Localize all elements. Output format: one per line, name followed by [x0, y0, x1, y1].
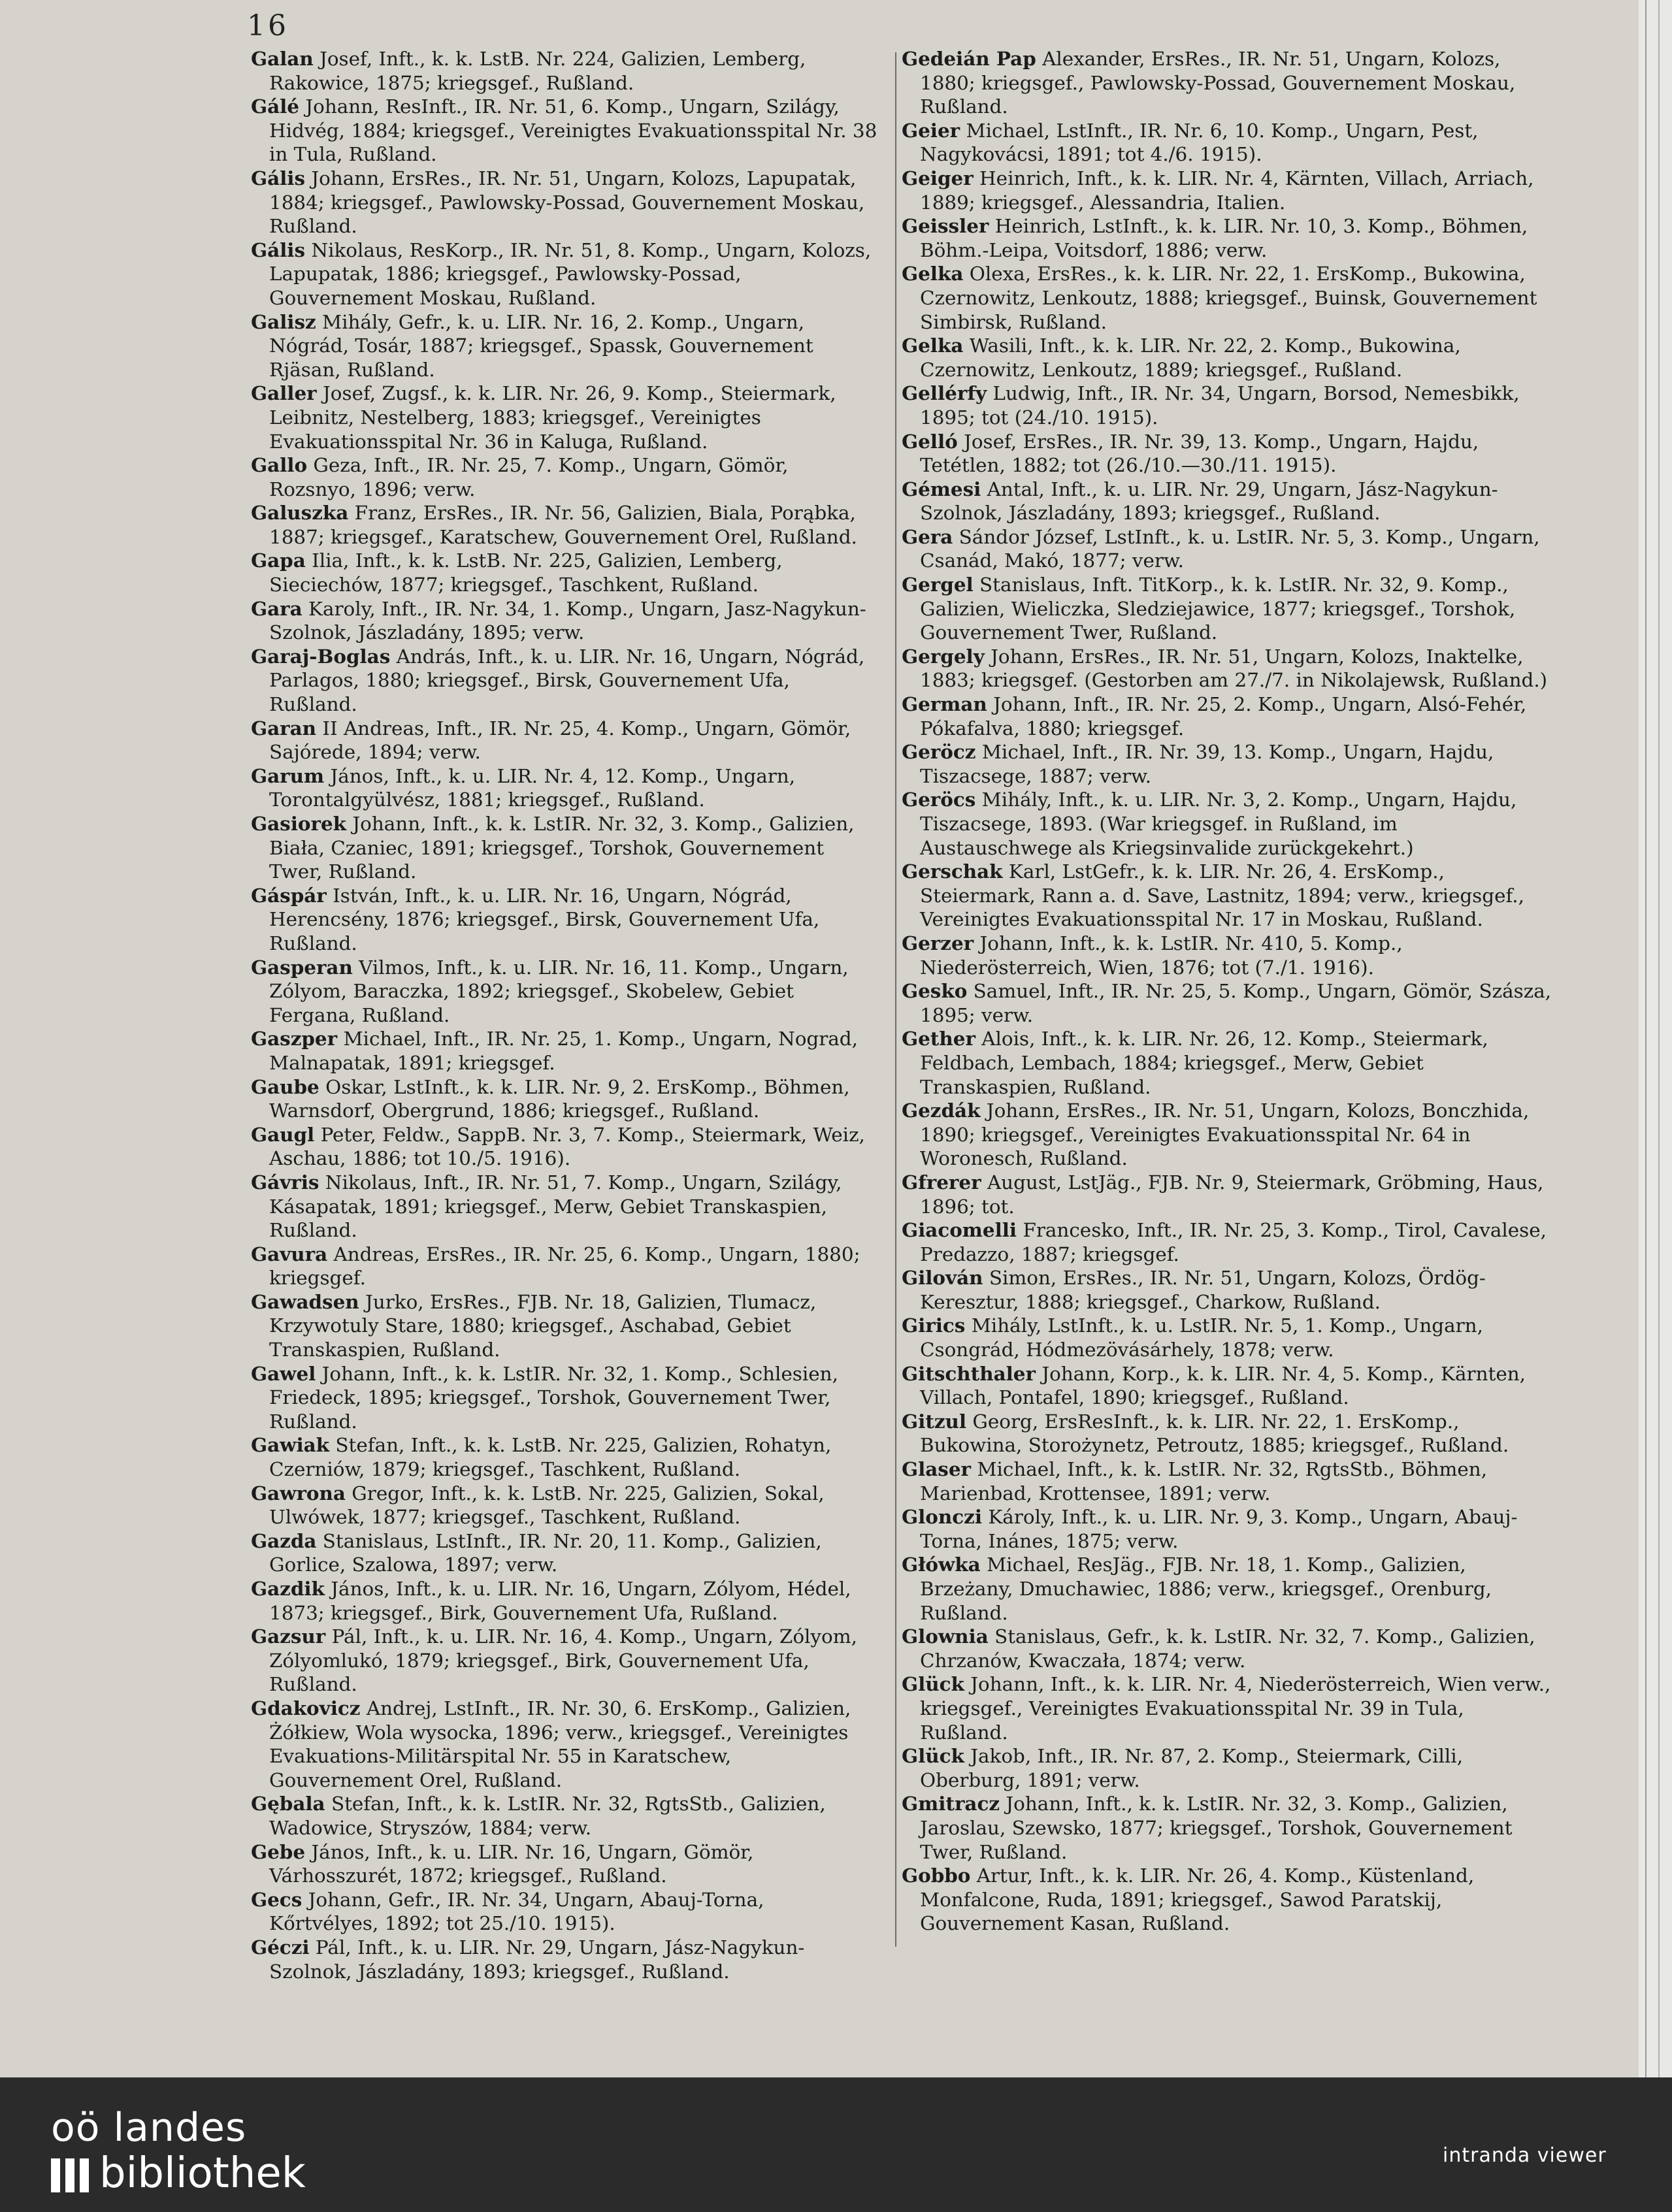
register-entry	[251, 764, 878, 812]
entry-surname: Gawel	[251, 1361, 316, 1385]
register-entry	[902, 645, 1555, 692]
entry-details: Nikolaus, Inft., IR. Nr. 51, 7. Komp., Ungarn, Szilágy, Kásapatak, 1891; kriegsgef., Merw, Gebiet Transkaspien, Rußland.	[269, 1171, 842, 1242]
entry-surname: Gémesi	[902, 477, 981, 500]
entry-details: Michael, LstInft., IR. Nr. 6, 10. Komp., Ungarn, Pest, Nagykovácsi, 1891; tot 4./6. 1915).	[920, 119, 1479, 166]
register-entry	[902, 1266, 1555, 1314]
register-entry	[902, 334, 1555, 382]
register-entry	[902, 788, 1555, 860]
entry-details: Francesko, Inft., IR. Nr. 25, 3. Komp., Tirol, Cavalese, Predazzo, 1887; kriegsgef.	[920, 1219, 1547, 1265]
library-logo-line2	[51, 2149, 306, 2198]
right-column	[902, 47, 1555, 1936]
entry-surname: Gaube	[251, 1075, 320, 1098]
register-entry	[251, 1075, 878, 1123]
register-entry	[251, 1697, 878, 1792]
entry-details: Franz, ErsRes., IR. Nr. 56, Galizien, Biala, Porąbka, 1887; kriegsgef., Karatschew, Gouvernement Orel, Rußland.	[269, 502, 857, 548]
register-entry	[902, 1505, 1555, 1553]
register-entry	[902, 1625, 1555, 1672]
entry-surname: Geissler	[902, 214, 989, 238]
register-entry	[251, 1792, 878, 1840]
register-entry	[902, 1672, 1555, 1744]
register-entry	[251, 95, 878, 167]
register-entry	[902, 692, 1555, 740]
entry-details: II Andreas, Inft., IR. Nr. 25, 4. Komp., Ungarn, Gömör, Sajórede, 1894; verw.	[269, 717, 851, 764]
entry-details: Johann, Inft., k. k. LstIR. Nr. 32, 3. Komp., Galizien, Biała, Czaniec, 1891; kriegsgef., Torshok, Gouvernement Twer, Rußland.	[269, 813, 855, 883]
entry-surname: Gdakovicz	[251, 1696, 361, 1719]
library-logo-bars-icon	[51, 2158, 93, 2192]
entry-surname: Gitschthaler	[902, 1361, 1036, 1385]
register-entry	[251, 1888, 878, 1936]
register-entry	[251, 717, 878, 764]
entry-surname: Geröcz	[902, 740, 976, 764]
entry-details: August, LstJäg., FJB. Nr. 9, Steiermark, Gröbming, Haus, 1896; tot.	[920, 1171, 1544, 1218]
entry-details: Stanislaus, LstInft., IR. Nr. 20, 11. Komp., Galizien, Gorlice, Szalowa, 1897; verw.	[269, 1529, 822, 1576]
entry-details: Karl, LstGefr., k. k. LIR. Nr. 26, 4. ErsKomp., Steiermark, Rann a. d. Save, Lastnitz, 1894; verw., kriegsgef., Vereinigtes Evakuationsspital Nr. 17 in Moskau, Rußland.	[920, 860, 1524, 931]
entry-surname: Gális	[251, 166, 306, 189]
register-entry	[902, 167, 1555, 214]
entry-details: Peter, Feldw., SappB. Nr. 3, 7. Komp., Steiermark, Weiz, Aschau, 1886; tot 10./5. 1916).	[269, 1123, 865, 1170]
entry-surname: Gawadsen	[251, 1290, 359, 1313]
entry-surname: Glück	[902, 1744, 964, 1768]
entry-surname: Gerzer	[902, 931, 974, 954]
register-entry	[902, 1457, 1555, 1505]
entry-surname: Gáspár	[251, 883, 327, 907]
entry-surname: Gergely	[902, 644, 985, 668]
entry-details: Ludwig, Inft., IR. Nr. 34, Ungarn, Borsod, Nemesbikk, 1895; tot (24./10. 1915).	[920, 382, 1520, 429]
entry-details: István, Inft., k. u. LIR. Nr. 16, Ungarn, Nógrád, Herencsény, 1876; kriegsgef., Birsk, Gouvernement Ufa, Rußland.	[269, 884, 820, 954]
register-entry	[251, 1362, 878, 1434]
register-entry	[902, 1792, 1555, 1864]
entry-surname: Gębala	[251, 1792, 325, 1815]
entry-details: Georg, ErsResInft., k. k. LIR. Nr. 22, 1. ErsKomp., Bukowina, Storożynetz, Petroutz, 1885; kriegsgef., Rußland.	[920, 1410, 1509, 1457]
entry-surname: Gellérfy	[902, 382, 987, 405]
entry-surname: German	[902, 692, 987, 716]
entry-details: Johann, Inft., k. k. LstIR. Nr. 32, 1. Komp., Schlesien, Friedeck, 1895; kriegsgef., Torshok, Gouvernement Twer, Rußland.	[269, 1362, 838, 1433]
entry-surname: Gilován	[902, 1266, 983, 1290]
register-entry	[902, 1553, 1555, 1625]
entry-details: András, Inft., k. u. LIR. Nr. 16, Ungarn, Nógrád, Parlagos, 1880; kriegsgef., Birsk, Gouvernement Ufa, Rußland.	[269, 645, 865, 716]
register-entry	[251, 1433, 878, 1481]
register-entry	[902, 932, 1555, 979]
register-entry	[251, 238, 878, 310]
entry-surname: Galan	[251, 47, 314, 70]
register-entry	[251, 1123, 878, 1171]
entry-surname: Gálé	[251, 95, 300, 118]
entry-details: János, Inft., k. u. LIR. Nr. 16, Ungarn, Zólyom, Hédel, 1873; kriegsgef., Birk, Gouvernement Ufa, Rußland.	[269, 1578, 851, 1624]
register-entry	[251, 47, 878, 95]
entry-surname: Gawrona	[251, 1481, 346, 1504]
entry-details: Vilmos, Inft., k. u. LIR. Nr. 16, 11. Komp., Ungarn, Zólyom, Baraczka, 1892; kriegsgef., Skobelew, Gebiet Fergana, Rußland.	[269, 956, 849, 1026]
register-entry	[251, 1482, 878, 1529]
entry-surname: Glück	[902, 1672, 964, 1696]
entry-details: Simon, ErsRes., IR. Nr. 51, Ungarn, Kolozs, Ördög-Keresztur, 1888; kriegsgef., Charkow, Rußland.	[920, 1267, 1486, 1313]
entry-surname: Gobbo	[902, 1864, 971, 1887]
entry-surname: Girics	[902, 1314, 966, 1337]
page-edge-strip	[1639, 0, 1672, 2077]
entry-surname: Gasperan	[251, 955, 353, 979]
entry-details: Andrej, LstInft., IR. Nr. 30, 6. ErsKomp., Galizien, Żółkiew, Wola wysocka, 1896; verw., kriegsgef., Vereinigtes Evakuations-Militärspital Nr. 55 in Karatschew, Gouvernement Orel, Rußland.	[269, 1697, 851, 1791]
entry-surname: Gapa	[251, 549, 306, 572]
entry-surname: Gasiorek	[251, 812, 347, 835]
entry-surname: Gallo	[251, 453, 308, 477]
register-entry	[251, 501, 878, 549]
entry-details: Karoly, Inft., IR. Nr. 34, 1. Komp., Ungarn, Jasz-Nagykun-Szolnok, Jászladány, 1895; verw.	[269, 597, 866, 644]
entry-details: Mihály, LstInft., k. u. LstIR. Nr. 5, 1. Komp., Ungarn, Csongrád, Hódmezövásárhely, 1878; verw.	[920, 1314, 1483, 1361]
register-entry	[902, 1171, 1555, 1218]
entry-surname: Garaj-Boglas	[251, 644, 391, 668]
entry-surname: Gazsur	[251, 1625, 326, 1648]
entry-surname: Gedeián Pap	[902, 47, 1036, 70]
register-entry	[902, 119, 1555, 167]
library-logo-line1: oö landes	[51, 2105, 247, 2151]
entry-details: Johann, Inft., k. k. LIR. Nr. 4, Niederösterreich, Wien verw., kriegsgef., Vereinigtes Evakuationsspital Nr. 39 in Tula, Rußland.	[920, 1673, 1551, 1744]
entry-surname: Gazdik	[251, 1577, 325, 1600]
entry-details: Mihály, Inft., k. u. LIR. Nr. 3, 2. Komp., Ungarn, Hajdu, Tiszacsege, 1893. (War kriegsgef. in Rußland, im Austauschwege als Kriegsinvalide zurückgekehrt.)	[920, 789, 1517, 859]
entry-details: Josef, Zugsf., k. k. LIR. Nr. 26, 9. Komp., Steiermark, Leibnitz, Nestelberg, 1883; kriegsgef., Vereinigtes Evakuationsspital Nr. 36 in Kaluga, Rußland.	[269, 382, 836, 453]
entry-details: Samuel, Inft., IR. Nr. 25, 5. Komp., Ungarn, Gömör, Szásza, 1895; verw.	[920, 980, 1552, 1026]
entry-details: Jakob, Inft., IR. Nr. 87, 2. Komp., Steiermark, Cilli, Oberburg, 1891; verw.	[920, 1745, 1464, 1791]
entry-details: Johann, ErsRes., IR. Nr. 51, Ungarn, Kolozs, Inaktelke, 1883; kriegsgef. (Gestorben am 27./7. in Nikolajewsk, Rußland.)	[920, 645, 1548, 692]
entry-surname: Galler	[251, 382, 317, 405]
register-entry	[902, 1314, 1555, 1361]
entry-surname: Gfrerer	[902, 1170, 981, 1194]
entry-details: Andreas, ErsRes., IR. Nr. 25, 6. Komp., Ungarn, 1880; kriegsgef.	[269, 1243, 861, 1290]
register-entry	[251, 597, 878, 645]
register-entry	[902, 1864, 1555, 1936]
entry-surname: Gesko	[902, 979, 968, 1003]
page-number: 16	[247, 9, 289, 42]
register-entry	[902, 47, 1555, 119]
entry-surname: Garan	[251, 716, 317, 740]
column-divider	[895, 52, 896, 1947]
left-column	[251, 47, 878, 1983]
entry-details: Johann, Inft., IR. Nr. 25, 2. Komp., Ungarn, Alsó-Fehér, Pókafalva, 1880; kriegsgef.	[920, 693, 1527, 740]
register-entry	[251, 549, 878, 596]
register-entry	[902, 1099, 1555, 1171]
register-entry	[902, 262, 1555, 334]
entry-details: Károly, Inft., k. u. LIR. Nr. 9, 3. Komp., Ungarn, Abauj-Torna, Inánes, 1875; verw.	[920, 1506, 1518, 1552]
register-entry	[902, 382, 1555, 429]
entry-surname: Gergel	[902, 573, 974, 596]
entry-surname: Gális	[251, 238, 306, 261]
entry-surname: Gaszper	[251, 1027, 338, 1050]
entry-surname: Gezdák	[902, 1099, 981, 1122]
entry-details: Johann, Inft., k. k. LstIR. Nr. 410, 5. Komp., Niederösterreich, Wien, 1876; tot (7./1. 1916).	[920, 932, 1403, 979]
entry-details: Jurko, ErsRes., FJB. Nr. 18, Galizien, Tlumacz, Krzywotuly Stare, 1880; kriegsgef., Aschabad, Gebiet Transkaspien, Rußland.	[269, 1290, 817, 1361]
register-entry	[902, 860, 1555, 932]
register-entry	[251, 1027, 878, 1075]
register-entry	[251, 645, 878, 717]
entry-details: Pál, Inft., k. u. LIR. Nr. 16, 4. Komp., Ungarn, Zólyom, Zólyomlukó, 1879; kriegsgef., Birk, Gouvernement Ufa, Rußland.	[269, 1625, 857, 1696]
register-entry	[251, 1243, 878, 1290]
register-entry	[251, 1529, 878, 1577]
entry-surname: Glownia	[902, 1625, 989, 1648]
register-entry	[902, 740, 1555, 788]
entry-details: János, Inft., k. u. LIR. Nr. 4, 12. Komp., Ungarn, Torontalgyülvész, 1881; kriegsgef., Rußland.	[269, 764, 796, 811]
entry-details: Mihály, Gefr., k. u. LIR. Nr. 16, 2. Komp., Ungarn, Nógrád, Tosár, 1887; kriegsgef., Spassk, Gouvernement Rjäsan, Rußland.	[269, 310, 813, 381]
entry-surname: Glonczi	[902, 1505, 982, 1529]
entry-details: Stefan, Inft., k. k. LstIR. Nr. 32, RgtsStb., Galizien, Wadowice, Stryszów, 1884; verw.	[269, 1793, 826, 1839]
entry-details: Oskar, LstInft., k. k. LIR. Nr. 9, 2. ErsKomp., Böhmen, Warnsdorf, Obergrund, 1886; kriegsgef., Rußland.	[269, 1075, 850, 1122]
entry-surname: Garum	[251, 764, 325, 787]
entry-details: Heinrich, Inft., k. k. LIR. Nr. 4, Kärnten, Villach, Arriach, 1889; kriegsgef., Alessandria, Italien.	[920, 167, 1534, 214]
entry-details: Nikolaus, ResKorp., IR. Nr. 51, 8. Komp., Ungarn, Kolozs, Lapupatak, 1886; kriegsgef., Pawlowsky-Possad, Gouvernement Moskau, Rußland.	[269, 238, 872, 309]
entry-surname: Gelka	[902, 334, 964, 357]
entry-surname: Giacomelli	[902, 1218, 1017, 1242]
register-entry	[251, 167, 878, 238]
entry-details: Johann, Gefr., IR. Nr. 34, Ungarn, Abauj-Torna, Kőrtvélyes, 1892; tot 25./10. 1915).	[269, 1888, 764, 1935]
register-entry	[251, 453, 878, 501]
register-entry	[251, 1290, 878, 1362]
entry-surname: Geröcs	[902, 788, 976, 811]
register-entry	[251, 382, 878, 453]
register-entry	[251, 1936, 878, 1983]
entry-details: Pál, Inft., k. u. LIR. Nr. 29, Ungarn, Jász-Nagykun-Szolnok, Jászladány, 1893; kriegsgef., Rußland.	[269, 1936, 805, 1983]
register-entry	[251, 1577, 878, 1625]
entry-surname: Gelló	[902, 429, 958, 453]
register-entry	[251, 310, 878, 382]
register-entry	[251, 956, 878, 1028]
register-entry	[902, 478, 1555, 525]
entry-surname: Gera	[902, 525, 953, 548]
register-entry	[902, 573, 1555, 645]
entry-surname: Geiger	[902, 166, 974, 189]
entry-surname: Gitzul	[902, 1409, 967, 1433]
entry-details: Gregor, Inft., k. k. LstB. Nr. 225, Galizien, Sokal, Ulwówek, 1877; kriegsgef., Taschkent, Rußland.	[269, 1482, 825, 1529]
register-entry	[251, 884, 878, 956]
entry-details: Stanislaus, Inft. TitKorp., k. k. LstIR. Nr. 32, 9. Komp., Galizien, Wieliczka, Sledziejawice, 1877; kriegsgef., Torshok, Gouvernement Twer, Rußland.	[920, 574, 1516, 644]
entry-details: Michael, ResJäg., FJB. Nr. 18, 1. Komp., Galizien, Brzeżany, Dmuchawiec, 1886; verw., kriegsgef., Orenburg, Rußland.	[920, 1553, 1492, 1624]
entry-surname: Glaser	[902, 1457, 972, 1481]
entry-details: Josef, ErsRes., IR. Nr. 39, 13. Komp., Ungarn, Hajdu, Tetétlen, 1882; tot (26./10.—30./11. 1915).	[920, 430, 1479, 477]
entry-surname: Gaugl	[251, 1122, 315, 1146]
register-entry	[251, 1625, 878, 1697]
register-entry	[251, 1171, 878, 1243]
entry-surname: Gávris	[251, 1170, 320, 1194]
entry-details: Geza, Inft., IR. Nr. 25, 7. Komp., Ungarn, Gömör, Rozsnyo, 1896; verw.	[269, 454, 789, 500]
entry-details: Michael, Inft., IR. Nr. 25, 1. Komp., Ungarn, Nograd, Malnapatak, 1891; kriegsgef.	[269, 1028, 858, 1074]
entry-details: Johann, ErsRes., IR. Nr. 51, Ungarn, Kolozs, Lapupatak, 1884; kriegsgef., Pawlowsky-Possad, Gouvernement Moskau, Rußland.	[269, 167, 865, 238]
entry-details: Michael, Inft., IR. Nr. 39, 13. Komp., Ungarn, Hajdu, Tiszacsege, 1887; verw.	[920, 741, 1494, 787]
entry-details: Alexander, ErsRes., IR. Nr. 51, Ungarn, Kolozs, 1880; kriegsgef., Pawlowsky-Possad, Gouvernement Moskau, Rußland.	[920, 48, 1516, 118]
entry-surname: Gara	[251, 596, 303, 620]
entry-details: Wasili, Inft., k. k. LIR. Nr. 22, 2. Komp., Bukowina, Czernowitz, Lenkoutz, 1889; kriegsgef., Rußland.	[920, 334, 1461, 381]
entry-details: Heinrich, LstInft., k. k. LIR. Nr. 10, 3. Komp., Böhmen, Böhm.-Leipa, Voitsdorf, 1886; verw.	[920, 215, 1528, 261]
entry-surname: Gecs	[251, 1887, 303, 1911]
entry-surname: Główka	[902, 1553, 981, 1576]
entry-surname: Gawiak	[251, 1433, 330, 1457]
entry-details: Johann, Inft., k. k. LstIR. Nr. 32, 3. Komp., Galizien, Jaroslau, Szewsko, 1877; kriegsgef., Torshok, Gouvernement Twer, Rußland.	[920, 1793, 1513, 1863]
entry-surname: Géczi	[251, 1935, 310, 1959]
entry-details: Artur, Inft., k. k. LIR. Nr. 26, 4. Komp., Küstenland, Monfalcone, Ruda, 1891; kriegsgef., Sawod Paratskij, Gouvernement Kasan, Rußland.	[920, 1864, 1475, 1935]
register-entry	[902, 979, 1555, 1027]
register-entry	[251, 812, 878, 884]
entry-details: Johann, ResInft., IR. Nr. 51, 6. Komp., Ungarn, Szilágy, Hidvég, 1884; kriegsgef., Vereinigtes Evakuationsspital Nr. 38 in Tula, Rußland.	[269, 95, 877, 166]
entry-details: Johann, Korp., k. k. LIR. Nr. 4, 5. Komp., Kärnten, Villach, Pontafel, 1890; kriegsgef., Rußland.	[920, 1362, 1526, 1409]
entry-surname: Gmitracz	[902, 1792, 1000, 1815]
entry-surname: Gether	[902, 1027, 975, 1050]
entry-details: Olexa, ErsRes., k. k. LIR. Nr. 22, 1. ErsKomp., Bukowina, Czernowitz, Lenkoutz, 1888; kriegsgef., Buinsk, Gouvernement Simbirsk, Rußland.	[920, 263, 1537, 333]
entry-details: Stefan, Inft., k. k. LstB. Nr. 225, Galizien, Rohatyn, Czerniów, 1879; kriegsgef., Taschkent, Rußland.	[269, 1434, 832, 1481]
register-entry	[902, 525, 1555, 573]
entry-details: Johann, ErsRes., IR. Nr. 51, Ungarn, Kolozs, Bonczhida, 1890; kriegsgef., Vereinigtes Evakuationsspital Nr. 64 in Woronesch, Rußland.	[920, 1099, 1530, 1170]
register-entry	[902, 1410, 1555, 1457]
entry-details: Stanislaus, Gefr., k. k. LstIR. Nr. 32, 7. Komp., Galizien, Chrzanów, Kwaczała, 1874; verw.	[920, 1625, 1535, 1672]
entry-details: Alois, Inft., k. k. LIR. Nr. 26, 12. Komp., Steiermark, Feldbach, Lembach, 1884; kriegsgef., Merw, Gebiet Transkaspien, Rußland.	[920, 1028, 1488, 1098]
register-entry	[902, 1218, 1555, 1266]
entry-details: Sándor József, LstInft., k. u. LstIR. Nr. 5, 3. Komp., Ungarn, Csanád, Makó, 1877; verw.	[920, 525, 1540, 572]
entry-surname: Gavura	[251, 1242, 328, 1265]
register-entry	[251, 1840, 878, 1888]
entry-surname: Gerschak	[902, 860, 1003, 883]
register-entry	[902, 1027, 1555, 1099]
entry-surname: Geier	[902, 118, 960, 142]
entry-details: Josef, Inft., k. k. LstB. Nr. 224, Galizien, Lemberg, Rakowice, 1875; kriegsgef., Rußland.	[269, 48, 806, 94]
register-entry	[902, 430, 1555, 478]
entry-surname: Galisz	[251, 310, 316, 333]
entry-details: János, Inft., k. u. LIR. Nr. 16, Ungarn, Gömör, Várhosszurét, 1872; kriegsgef., Rußland.	[269, 1840, 754, 1887]
entry-surname: Gazda	[251, 1529, 317, 1552]
entry-details: Michael, Inft., k. k. LstIR. Nr. 32, RgtsStb., Böhmen, Marienbad, Krottensee, 1891; verw.	[920, 1458, 1488, 1504]
viewer-label[interactable]: intranda viewer	[1443, 2144, 1607, 2167]
entry-surname: Galuszka	[251, 501, 349, 525]
entry-details: Ilia, Inft., k. k. LstB. Nr. 225, Galizien, Lemberg, Sieciechów, 1877; kriegsgef., Taschkent, Rußland.	[269, 549, 783, 596]
register-entry	[902, 1744, 1555, 1792]
register-entry	[902, 214, 1555, 262]
library-logo-text: bibliothek	[99, 2149, 306, 2198]
register-entry	[902, 1362, 1555, 1410]
entry-details: Antal, Inft., k. u. LIR. Nr. 29, Ungarn, Jász-Nagykun-Szolnok, Jászladány, 1893; kriegsgef., Rußland.	[920, 478, 1498, 525]
entry-surname: Gelka	[902, 262, 964, 285]
entry-surname: Gebe	[251, 1840, 306, 1863]
